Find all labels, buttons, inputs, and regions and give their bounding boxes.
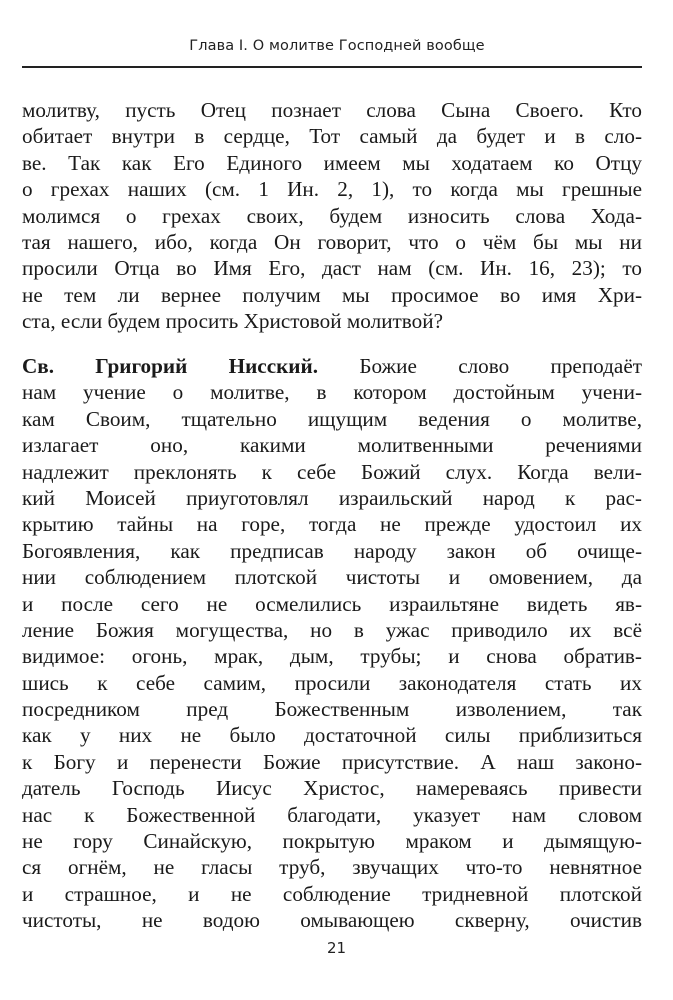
text-line: как у них не было достаточной силы приблизиться bbox=[22, 723, 642, 748]
text-line: и страшное, и не соблюдение тридневной плотской bbox=[22, 881, 642, 906]
text-line: ве. Так как Его Единого имеем мы ходатаем ко Отцу bbox=[22, 150, 642, 175]
text-line: кам Своим, тщательно ищущим ведения о молитве, bbox=[22, 406, 642, 431]
text-line: ста, если будем просить Христовой молитвой? bbox=[22, 309, 443, 334]
text-line: излагает оно, какими молитвенными речениями bbox=[22, 433, 642, 458]
paragraph-1 bbox=[22, 97, 642, 335]
text-line: не тем ли вернее получим мы просимое во имя Хри- bbox=[22, 282, 642, 307]
text-line: посредником пред Божественным изволением, так bbox=[22, 697, 642, 722]
page-number: 21 bbox=[326, 939, 347, 957]
text-line: ся огнём, не гласы труб, звучащих что-то невнятное bbox=[22, 855, 642, 880]
text-line: нас к Божественной благодати, указует нам словом bbox=[22, 802, 642, 827]
text-line: просили Отца во Имя Его, даст нам (см. Ин. 16, 23); то bbox=[22, 256, 642, 281]
text-line: чистоты, не водою омывающею скверну, очистив bbox=[22, 908, 642, 933]
running-head: Глава I. О молитве Господней вообще bbox=[189, 38, 485, 54]
text-line bbox=[22, 353, 642, 379]
text-line: к Богу и перенести Божие присутствие. А наш законо- bbox=[22, 749, 642, 774]
text-line: тая нашего, ибо, когда Он говорит, что о чём бы мы ни bbox=[22, 229, 642, 254]
text-line: крытию тайны на горе, тогда не прежде удостоил их bbox=[22, 512, 642, 537]
text-line: ление Божия могущества, но в ужас приводило их всё bbox=[22, 617, 642, 642]
text-line: шись к себе самим, просили законодателя стать их bbox=[22, 670, 642, 695]
text-line: нам учение о молитве, в котором достойным учени- bbox=[22, 380, 642, 405]
speaker-name: Св. Григорий Нисский. bbox=[22, 354, 319, 378]
text-line: обитает внутри в сердце, Тот самый да будет и в сло- bbox=[22, 124, 642, 149]
text-line: видимое: огонь, мрак, дым, трубы; и снова обратив- bbox=[22, 644, 642, 669]
header-rule bbox=[22, 66, 642, 68]
text-line: нии соблюдением плотской чистоты и омовением, да bbox=[22, 565, 642, 590]
text-line: датель Господь Иисус Христос, намереваясь привести bbox=[22, 776, 642, 801]
paragraph-2 bbox=[22, 353, 642, 934]
text-line: не гору Синайскую, покрытую мраком и дымящую- bbox=[22, 829, 642, 854]
text-line: о грехах наших (см. 1 Ин. 2, 1), то когда мы грешные bbox=[22, 177, 642, 202]
text-line: кий Моисей приуготовлял израильский народ к рас- bbox=[22, 485, 642, 510]
text-line: молимся о грехах своих, будем износить слова Хода- bbox=[22, 203, 642, 228]
first-line-text: Божие слово преподаёт bbox=[359, 354, 642, 378]
text-line: Богоявления, как предписав народу закон об очище- bbox=[22, 538, 642, 563]
text-line: надлежит преклонять к себе Божий слух. Когда вели- bbox=[22, 459, 642, 484]
text-line: молитву, пусть Отец познает слова Сына Своего. Кто bbox=[22, 98, 642, 122]
text-line: и после сего не осмелились израильтяне видеть яв- bbox=[22, 591, 642, 616]
